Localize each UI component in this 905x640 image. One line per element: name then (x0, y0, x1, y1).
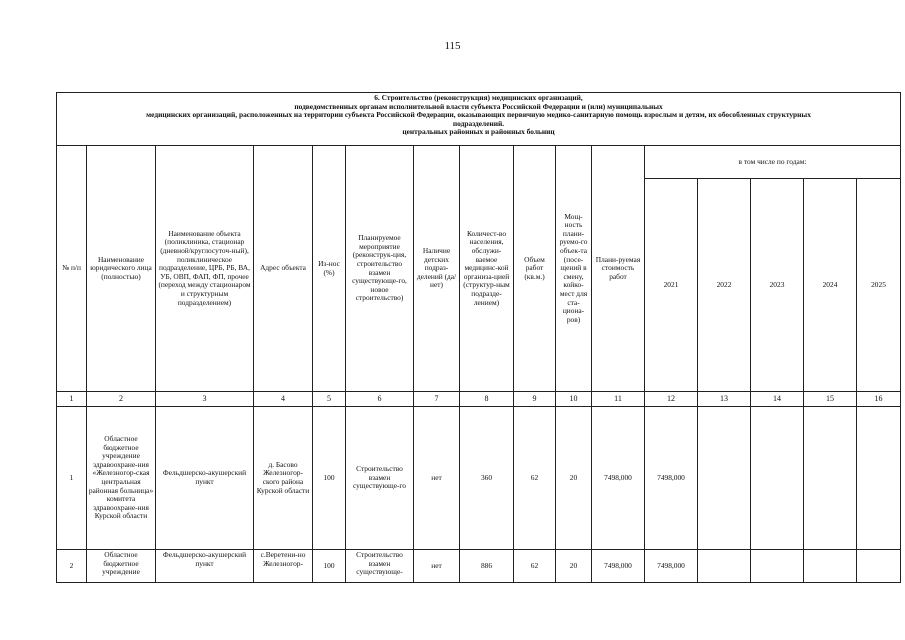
cell-year-2024 (804, 407, 857, 550)
col-header-planned-cost: Плани-руемая стоимость работ (592, 146, 645, 392)
column-number: 4 (254, 392, 313, 407)
column-number: 6 (346, 392, 414, 407)
column-number: 15 (804, 392, 857, 407)
cell-capacity: 20 (556, 407, 592, 550)
page-number: 115 (444, 40, 461, 52)
col-header-planned-event: Планируемое мероприятие (реконструк-ция, строительство взамен существующе-го, новое строительство) (346, 146, 414, 392)
column-number: 7 (414, 392, 460, 407)
col-header-wear: Из-нос (%) (313, 146, 346, 392)
cell-year-2022 (698, 407, 751, 550)
table-row (57, 550, 901, 583)
cell-object-name: Фельдшерско-акушерский пункт (156, 550, 254, 583)
col-header-object-name: Наименование объекта (поликлиника, стационар (дневной/круглосуточ-ный), поликлиническое подразделение, ЦРБ, РБ, ВА, УБ, ОВП, ФАП, ФП, прочее (переход между стационаром и структурным подразделением) (156, 146, 254, 392)
cell-volume: 62 (514, 550, 556, 583)
section-title-line: подразделений. (452, 118, 505, 128)
column-number: 3 (156, 392, 254, 407)
column-number-row (57, 392, 901, 407)
cell-planned-cost: 7498,000 (592, 550, 645, 583)
cell-planned-cost: 7498,000 (592, 407, 645, 550)
section-title-line: 6. Строительство (реконструкция) медицинских организаций, (374, 93, 583, 102)
col-header-legal-name: Наименование юридического лица (полностью) (87, 146, 156, 392)
column-number: 16 (857, 392, 901, 407)
col-header-year: 2021 (645, 179, 698, 392)
cell-year-2022 (698, 550, 751, 583)
column-number: 1 (57, 392, 87, 407)
cell-kids-units: нет (414, 550, 460, 583)
cell-volume: 62 (514, 407, 556, 550)
section-title-line: медицинских организаций, расположенных на территории субъекта Российской Федерации, оказывающих первичную медико-санитарную помощь взрослым и детям, их обособленных структурных (146, 110, 811, 120)
cell-num: 2 (57, 550, 87, 583)
col-header-year: 2024 (804, 179, 857, 392)
col-header-volume: Объем работ (кв.м.) (514, 146, 556, 392)
cell-year-2021: 7498,000 (645, 550, 698, 583)
cell-capacity: 20 (556, 550, 592, 583)
cell-num: 1 (57, 407, 87, 550)
cell-year-2025 (857, 407, 901, 550)
column-number: 5 (313, 392, 346, 407)
col-header-year: 2023 (751, 179, 804, 392)
column-number: 2 (87, 392, 156, 407)
section-title-line: подведомственных органам исполнительной власти субъекта Российской Федерации и (или) муниципальных (294, 101, 663, 111)
col-header-address: Адрес объекта (254, 146, 313, 392)
construction-table (56, 92, 901, 583)
column-number: 13 (698, 392, 751, 407)
col-header-kids-units: Наличие детских подраз-делений (да/нет) (414, 146, 460, 392)
col-header-year: 2022 (698, 179, 751, 392)
column-number: 8 (460, 392, 514, 407)
column-number: 12 (645, 392, 698, 407)
table-row (57, 407, 901, 550)
section-title-row (57, 93, 901, 146)
col-header-by-years: в том числе по годам: (645, 146, 901, 179)
cell-wear: 100 (313, 550, 346, 583)
cell-year-2025 (857, 550, 901, 583)
col-header-num: № п/п (57, 146, 87, 392)
cell-legal-name: Областное бюджетное учреждение здравоохране-ния «Железногор-ская центральная районная больница» комитета здравоохране-ния Курской области (87, 407, 156, 550)
col-header-population: Количест-во населения, обслужи-ваемое медицинс-кой организа-цией (структур-ным подразде-лением) (460, 146, 514, 392)
col-header-year: 2025 (857, 179, 901, 392)
cell-address: д. Басово Железногор-ского района Курской области (254, 407, 313, 550)
cell-legal-name: Областное бюджетное учреждение (87, 550, 156, 583)
column-number: 10 (556, 392, 592, 407)
column-number: 9 (514, 392, 556, 407)
cell-wear: 100 (313, 407, 346, 550)
col-header-capacity: Мощ-ность плани-руемо-го объек-та (посе-щений в смену, койко-мест для ста-циона-ров) (556, 146, 592, 392)
cell-address: с.Веретени-но Железногор- (254, 550, 313, 583)
cell-year-2021: 7498,000 (645, 407, 698, 550)
cell-year-2023 (751, 550, 804, 583)
section-title (57, 93, 901, 146)
column-number: 11 (592, 392, 645, 407)
cell-planned-event: Строительство взамен существующе- (346, 550, 414, 583)
column-number: 14 (751, 392, 804, 407)
cell-year-2024 (804, 550, 857, 583)
cell-planned-event: Строительство взамен существующе-го (346, 407, 414, 550)
cell-population: 886 (460, 550, 514, 583)
cell-object-name: Фельдшерско-акушерский пункт (156, 407, 254, 550)
cell-year-2023 (751, 407, 804, 550)
section-title-line: центральных районных и районных больниц (402, 127, 555, 137)
cell-population: 360 (460, 407, 514, 550)
header-row (57, 146, 901, 179)
cell-kids-units: нет (414, 407, 460, 550)
